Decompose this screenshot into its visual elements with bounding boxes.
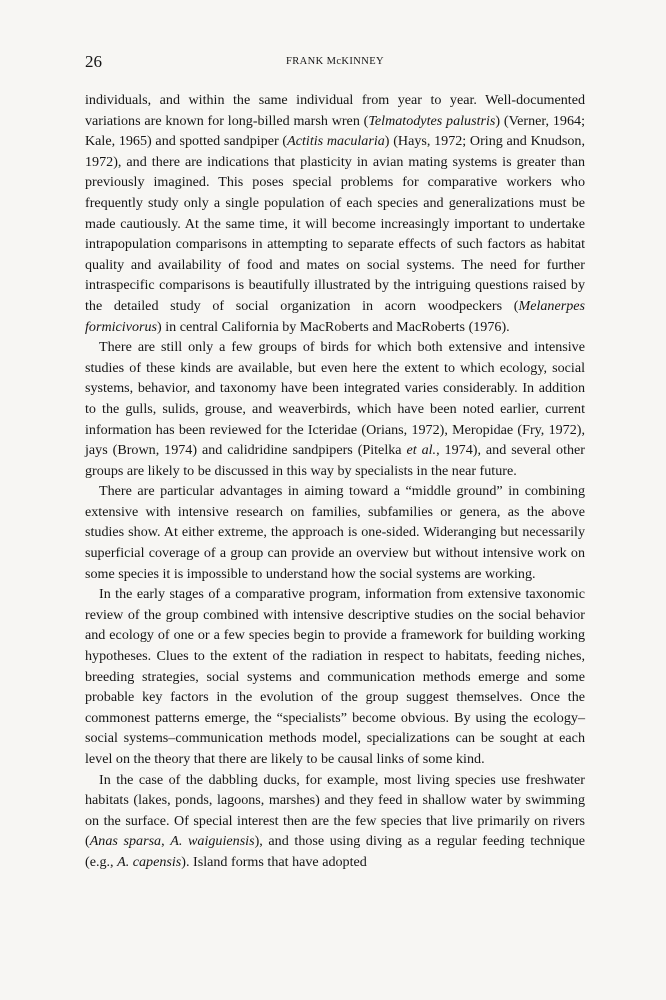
running-head: FRANK McKINNEY [285,56,385,67]
paragraph: In the early stages of a comparative program, information from extensive taxonomic review of the group combined with intensive descriptive studies on the social behavior and ecology of one or a few species begin to provide a framework for building working hypotheses. Clues to the extent of the radiation in respect to habitats, feeding niches, breeding strategies, social systems and communication methods emerge and some probable key factors in the evolution of the group suggest themselves. Once the commonest patterns emerge, the “specialists” become obvious. By using the ecology–social systems–communication methods model, specializations can be sought at each level on the theory that there are likely to be causal links of some kind. [85,586,585,767]
paragraph: In the case of the dabbling ducks, for example, most living species use freshwater habitats (lakes, ponds, lagoons, marshes) and they feed in shallow water by swimming on the surface. Of special interest then are the few species that live primarily on rivers (Anas sparsa, A. waiguiensis), and those using diving as a regular feeding technique (e.g., A. capensis). Island forms that have adopted [85,771,586,870]
body-text [85,90,585,873]
page-number: 26 [85,52,102,71]
paragraph: There are still only a few groups of birds for which both extensive and intensive studies of these kinds are available, but even here the extent to which ecology, social systems, behavior, and taxonomy have been integrated varies considerably. In addition to the gulls, sulids, grouse, and weaverbirds, which have been noted earlier, current information has been reviewed for the Icteridae (Orians, 1972), Meropidae (Fry, 1972), jays (Brown, 1974) and calidridine sandpipers (Pitelka et al., 1974), and several other groups are likely to be discussed in this way by specialists in the near future. [85,339,585,479]
page-header [85,52,585,76]
paragraph: There are particular advantages in aiming toward a “middle ground” in combining extensive with intensive research on families, subfamilies or genera, as the above studies show. At either extreme, the approach is one-sided. Wideranging but necessarily superficial coverage of a group can provide an overview but without intensive work on some species it is impossible to understand how the social systems are working. [85,483,585,582]
paragraph: individuals, and within the same individual from year to year. Well-documented variations are known for long-billed marsh wren (Telmatodytes palustris) (Verner, 1964; Kale, 1965) and spotted sandpiper (Actitis macularia) (Hays, 1972; Oring and Knudson, 1972), and there are indications that plasticity in avian mating systems is greater than previously imagined. This poses special problems for comparative workers who frequently study only a single population of each species and generalizations must be made cautiously. At the same time, it will become increasingly important to undertake intrapopulation comparisons in attempting to separate effects of such factors as habitat quality and availability of food and mates on social systems. The need for further intraspecific comparisons is beautifully illustrated by the intriguing questions raised by the detailed study of social organization in acorn woodpeckers (Melanerpes formicivorus) in central California by MacRoberts and MacRoberts (1976). [85,92,585,335]
